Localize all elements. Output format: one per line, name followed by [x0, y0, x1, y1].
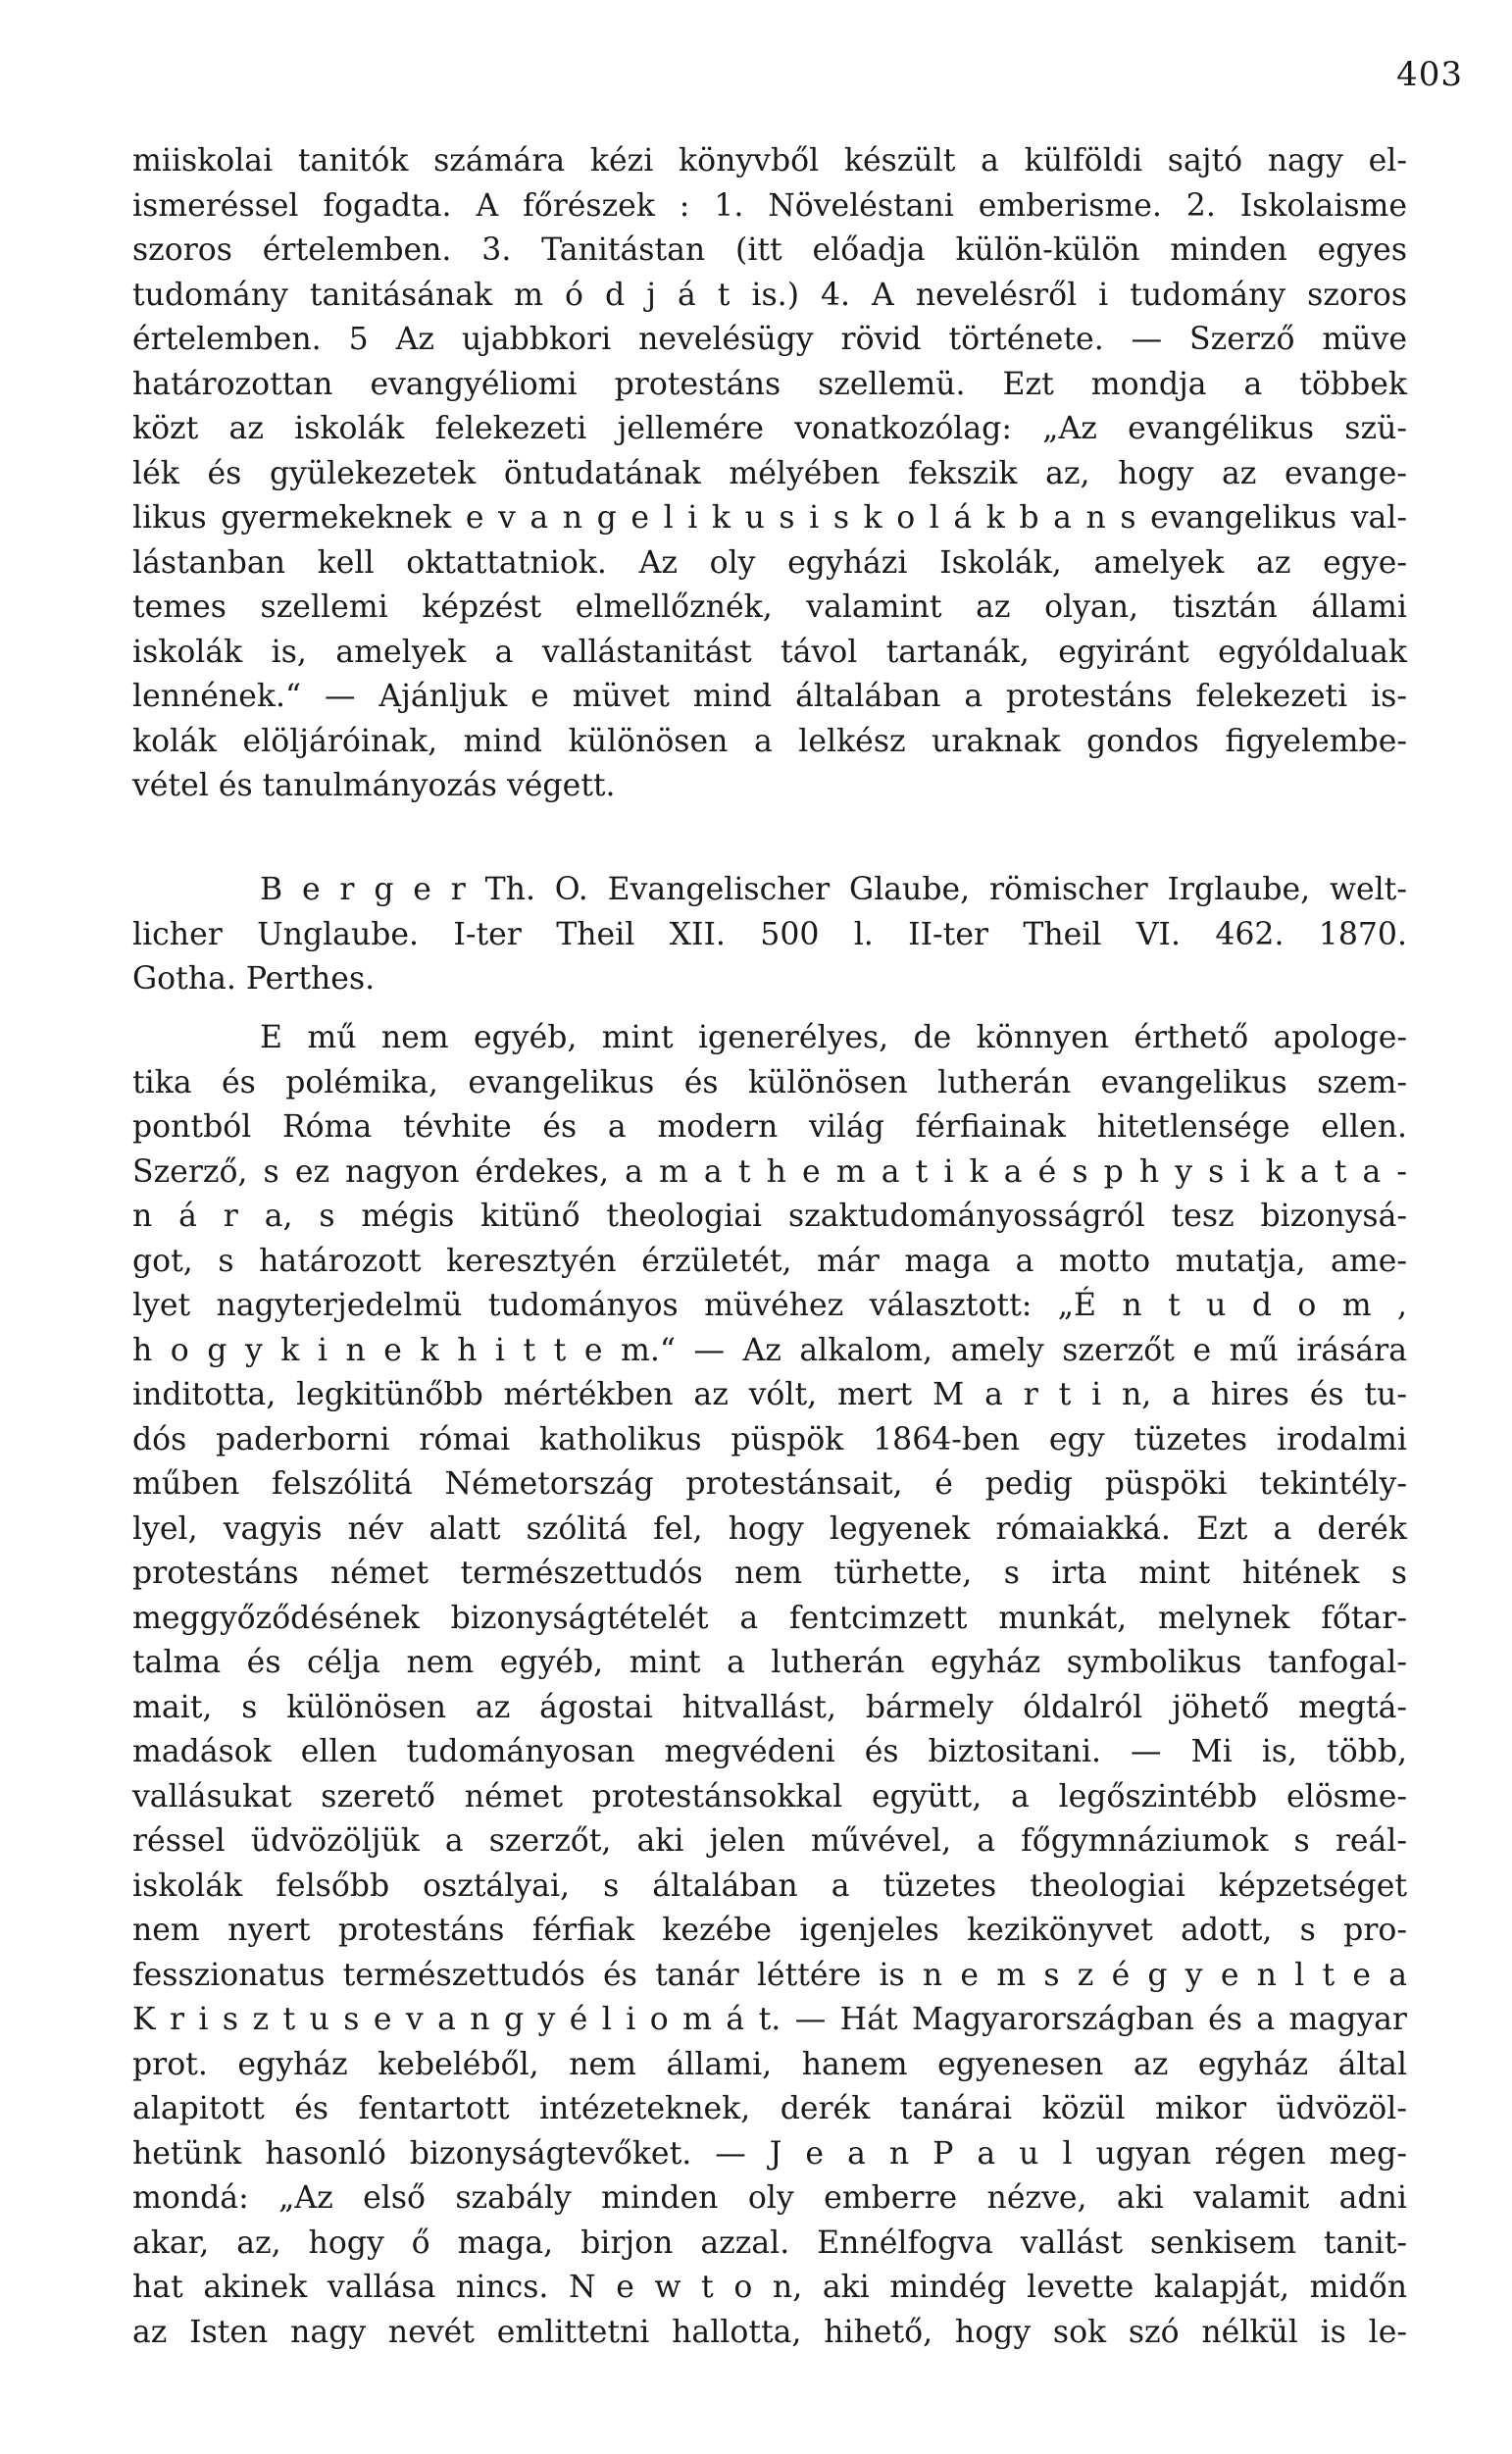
text-line: nem nyert protestáns férfiak kezébe igenjeles kezikönyvet adott, s pro-	[132, 1913, 1407, 1948]
text-line: dós paderborni római katholikus püspök 1864-ben egy tüzetes irodalmi	[132, 1421, 1407, 1457]
text-line: madások ellen tudományosan megvédeni és biztositani. — Mi is, több,	[132, 1734, 1407, 1769]
text-line: mait, s különösen az ágostai hitvallást, bármely óldalról jöhető megtá-	[132, 1689, 1407, 1725]
text-line: közt az iskolák felekezeti jellemére vonatkozólag: „Az evangélikus szü-	[132, 411, 1407, 446]
text-line: lyel, vagyis név alatt szólitá fel, hogy legyenek rómaiakká. Ezt a derék	[132, 1510, 1407, 1547]
text-line: Szerző, s ez nagyon érdekes, a m a t h e m a t i k a é s p h y s i k a t a -	[132, 1153, 1407, 1190]
text-line: réssel üdvözöljük a szerzőt, aki jelen művével, a főgymnáziumok s reál-	[132, 1823, 1407, 1859]
text-line: kolák elöljáróinak, mind különösen a lelkész uraknak gondos figyelembe-	[132, 723, 1407, 759]
text-line: lástanban kell oktattatniok. Az oly egyházi Iskolák, amelyek az egye-	[132, 544, 1407, 581]
text-line: tika és polémika, evangelikus és különösen lutherán evangelikus szem-	[132, 1064, 1407, 1100]
text-line: szoros értelemben. 3. Tanitástan (itt előadja külön-külön minden egyes	[132, 232, 1407, 268]
text-line: vallásukat szerető német protestánsokkal együtt, a legőszintébb elösme-	[132, 1778, 1407, 1815]
text-line: temes szellemi képzést elmellőznék, valamint az olyan, tisztán állami	[132, 589, 1407, 625]
text-line: műben felszólitá Németország protestánsait, é pedig püspöki tekintély-	[132, 1466, 1407, 1502]
text-line: határozottan evangyéliomi protestáns szellemü. Ezt mondja a többek	[132, 366, 1407, 402]
text-line: pontból Róma tévhite és a modern világ férfiainak hitetlensége ellen.	[132, 1109, 1407, 1145]
bibliographic-line: B e r g e r Th. O. Evangelischer Glaube, römischer Irglaube, welt-	[260, 872, 1407, 907]
text-line: n á r a, s mégis kitünő theologiai szaktudományosságról tesz bizonysá-	[132, 1199, 1407, 1234]
text-line: lék és gyülekezetek öntudatának mélyében fekszik az, hogy az evange-	[132, 455, 1407, 491]
text-line: fesszionatus természettudós és tanár léttére is n e m s z é g y e n l t e a	[132, 1957, 1407, 1993]
page-number: 403	[1396, 55, 1463, 94]
paragraph-continuation	[132, 139, 1407, 809]
bibliographic-line: licher Unglaube. I-ter Theil XII. 500 l. II-ter Theil VI. 462. 1870.	[132, 916, 1407, 952]
text-line: got, s határozott keresztyén érzületét, már maga a motto mutatja, ame-	[132, 1243, 1407, 1279]
text-line: h o g y k i n e k h i t t e m.“ — Az alkalom, amely szerzőt e mű irására	[132, 1332, 1407, 1368]
text-line: alapitott és fentartott intézeteknek, derék tanárai közül mikor üdvözöl-	[132, 2091, 1407, 2126]
text-line: iskolák felsőbb osztályai, s általában a tüzetes theologiai képzetséget	[132, 1867, 1407, 1904]
text-line: lyet nagyterjedelmü tudományos müvéhez választott: „É n t u d o m ,	[132, 1288, 1407, 1323]
book-review-heading	[132, 868, 1407, 1002]
text-line: K r i s z t u s e v a n g y é l i o m á t. — Hát Magyarországban és a magyar	[132, 2002, 1407, 2037]
text-line: prot. egyház kebeléből, nem állami, hanem egyenesen az egyház által	[132, 2046, 1407, 2082]
text-line: iskolák is, amelyek a vallástanitást távol tartanák, egyiránt egyóldaluak	[132, 634, 1407, 670]
text-line: lennének.“ — Ajánljuk e müvet mind általában a protestáns felekezeti is-	[132, 679, 1407, 714]
text-line: értelemben. 5 Az ujabbkori nevelésügy rövid története. — Szerző müve	[132, 322, 1407, 357]
text-line: akar, az, hogy ő maga, birjon azzal. Ennélfogva vallást senkisem tanit-	[132, 2224, 1407, 2261]
text-line: mondá: „Az első szabály minden oly emberre nézve, aki valamit adni	[132, 2180, 1407, 2216]
text-line: talma és célja nem egyéb, mint a lutherán egyház symbolikus tanfogal-	[132, 1645, 1407, 1680]
text-line: tudomány tanitásának m ó d j á t is.) 4. A nevelésről i tudomány szoros	[132, 277, 1407, 313]
text-line: vétel és tanulmányozás végett.	[132, 768, 616, 803]
text-line: meggyőződésének bizonyságtételét a fentcimzett munkát, melynek főtar-	[132, 1600, 1407, 1636]
text-line: inditotta, legkitünőbb mértékben az vólt, mert M a r t i n, a hires és tu-	[132, 1377, 1407, 1412]
text-line: ismeréssel fogadta. A főrészek : 1. Növeléstani emberisme. 2. Iskolaisme	[132, 187, 1407, 224]
review-body	[132, 1016, 1407, 2355]
text-line: hat akinek vallása nincs. N e w t o n, aki mindég levette kalapját, midőn	[132, 2270, 1407, 2305]
text-line: likus gyermekeknek e v a n g e l i k u s i s k o l á k b a n s evangelikus val-	[132, 500, 1407, 536]
text-line: protestáns német természettudós nem türhette, s irta mint hitének s	[132, 1556, 1407, 1591]
text-line: miiskolai tanitók számára kézi könyvből készült a külföldi sajtó nagy el-	[132, 143, 1407, 179]
bibliographic-line: Gotha. Perthes.	[132, 961, 376, 997]
text-line: hetünk hasonló bizonyságtevőket. — J e a n P a u l ugyan régen meg-	[132, 2135, 1407, 2172]
text-line: E mű nem egyéb, mint igenerélyes, de könnyen érthető apologe-	[260, 1020, 1407, 1055]
text-line: az Isten nagy nevét emlittetni hallotta, hihető, hogy sok szó nélkül is le-	[132, 2314, 1407, 2350]
